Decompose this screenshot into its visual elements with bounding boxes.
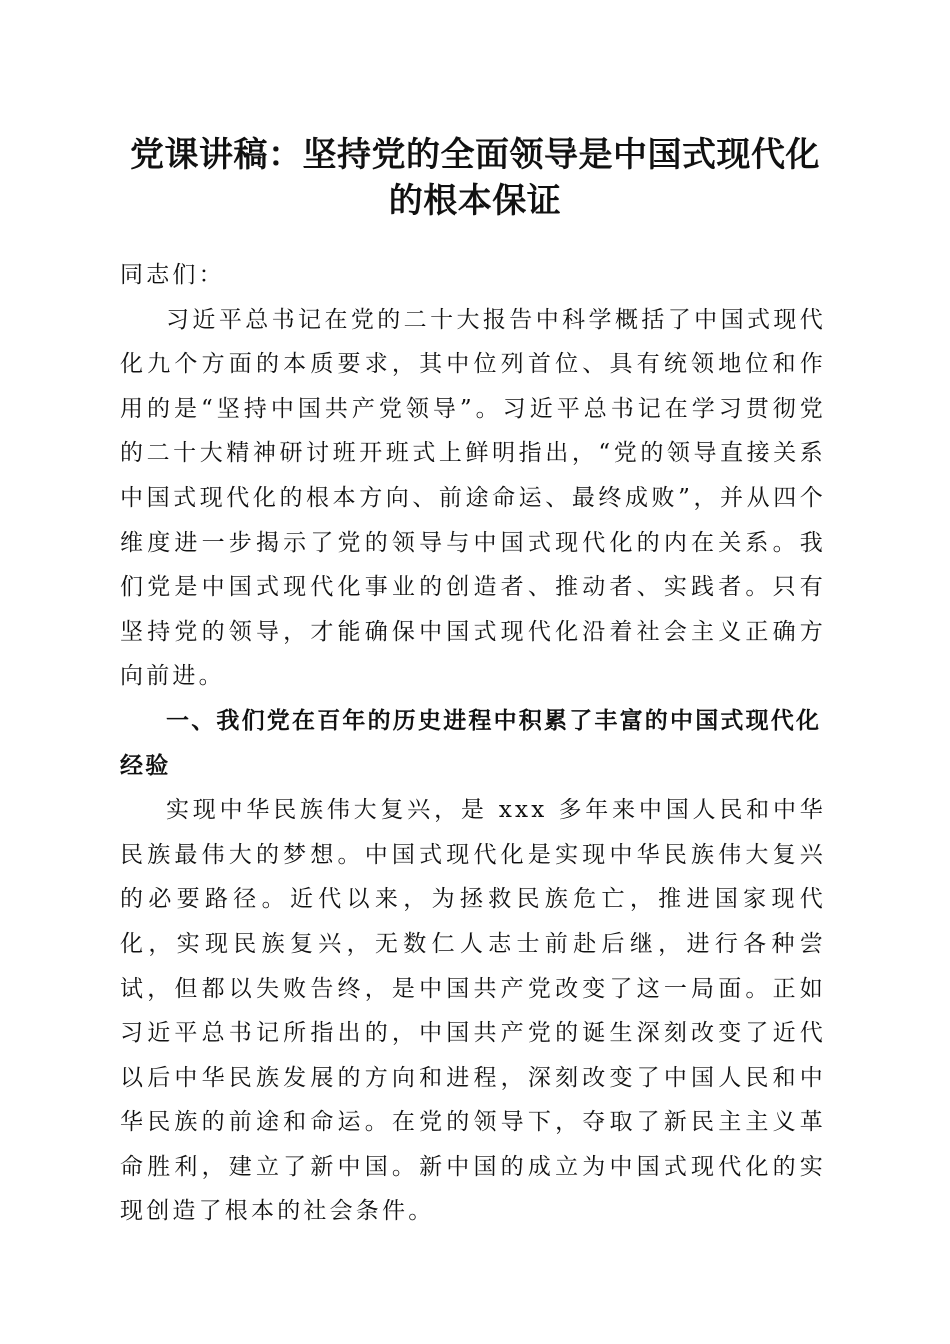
section-heading-1: 一、我们党在百年的历史进程中积累了丰富的中国式现代化经验 [120,707,822,779]
paragraph-intro: 习近平总书记在党的二十大报告中科学概括了中国式现代化九个方面的本质要求，其中位列首位、具有统领地位和作用的是“坚持中国共产党领导”。习近平总书记在学习贯彻党的二十大精神研讨班开班式上鲜明指出，“党的领导直接关系中国式现代化的根本方向、前途命运、最终成败”，并从四个维度进一步揭示了党的领导与中国式现代化的内在关系。我们党是中国式现代化事业的创造者、推动者、实践者。只有坚持党的领导，才能确保中国式现代化沿着社会主义正确方向前进。 [120,306,826,690]
document-title [110,132,840,224]
title-line-1: 党课讲稿：坚持党的全面领导是中国式现代化 [130,135,820,175]
title-line-2: 的根本保证 [388,181,562,221]
paragraph-section-1: 实现中华民族伟大复兴，是 xxx 多年来中国人民和中华民族最伟大的梦想。中国式现代化是实现中华民族伟大复兴的必要路径。近代以来，为拯救民族危亡，推进国家现代化，实现民族复兴，无数仁人志士前赴后继，进行各种尝试，但都以失败告终，是中国共产党改变了这一局面。正如习近平总书记所指出的，中国共产党的诞生深刻改变了近代以后中华民族发展的方向和进程，深刻改变了中国人民和中华民族的前途和命运。在党的领导下，夺取了新民主主义革命胜利，建立了新中国。新中国的成立为中国式现代化的实现创造了根本的社会条件。 [120,797,826,1225]
greeting: 同志们： [120,262,225,288]
document-body [120,253,826,1234]
